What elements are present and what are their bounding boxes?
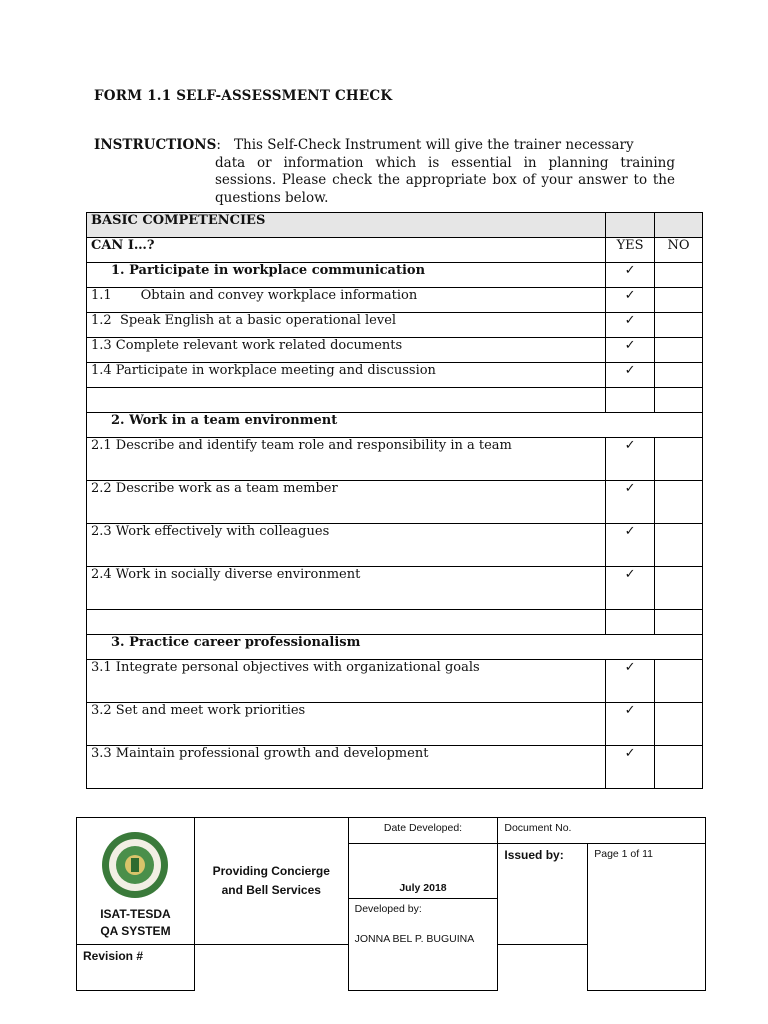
table-row <box>87 313 703 338</box>
revision-label: Revision # <box>77 945 195 991</box>
no-checkbox <box>655 438 703 481</box>
item-label: 1.4 Participate in workplace meeting and discussion <box>87 363 606 388</box>
item-label: 1.1 Obtain and convey workplace information <box>87 288 606 313</box>
no-checkbox <box>655 288 703 313</box>
school-seal-icon <box>100 830 170 900</box>
no-checkbox <box>655 263 703 288</box>
module-title-cell <box>194 818 348 945</box>
yes-check-icon: ✓ <box>606 567 655 610</box>
item-label: 3.2 Set and meet work priorities <box>87 703 606 746</box>
document-no-label: Document No. <box>498 818 706 844</box>
yes-check-icon: ✓ <box>606 338 655 363</box>
yes-check-icon: ✓ <box>606 288 655 313</box>
yes-check-icon: ✓ <box>606 313 655 338</box>
org-name: ISAT-TESDA <box>100 907 171 921</box>
yes-check-icon: ✓ <box>606 438 655 481</box>
item-label: 3.1 Integrate personal objectives with organizational goals <box>87 660 606 703</box>
no-checkbox <box>655 746 703 789</box>
table-row <box>87 703 703 746</box>
yes-check-icon: ✓ <box>606 481 655 524</box>
basic-competencies-header: BASIC COMPETENCIES <box>87 213 606 238</box>
developed-by-value: JONNA BEL P. BUGUINA <box>354 932 475 945</box>
developed-by-cell <box>348 898 498 991</box>
date-developed-value: July 2018 <box>348 844 498 899</box>
table-row <box>87 481 703 524</box>
section-title: 3. Practice career professionalism <box>87 635 703 660</box>
blank-row <box>87 388 703 413</box>
item-label: 2.3 Work effectively with colleagues <box>87 524 606 567</box>
instructions-line1: This Self-Check Instrument will give the trainer necessary <box>234 137 634 153</box>
date-developed-label: Date Developed: <box>348 818 498 844</box>
blank-row <box>87 610 703 635</box>
instructions-label: INSTRUCTIONS: <box>94 137 221 153</box>
self-check-table <box>86 212 703 789</box>
yes-header: YES <box>606 238 655 263</box>
issued-by-label: Issued by: <box>498 844 588 945</box>
table-row <box>87 438 703 481</box>
no-checkbox <box>655 660 703 703</box>
no-checkbox <box>655 338 703 363</box>
section-title: 1. Participate in workplace communication <box>87 263 606 288</box>
section-title: 2. Work in a team environment <box>87 413 703 438</box>
no-checkbox <box>655 524 703 567</box>
yes-check-icon: ✓ <box>606 703 655 746</box>
table-header-row <box>87 213 703 238</box>
table-row <box>87 524 703 567</box>
form-title: FORM 1.1 SELF-ASSESSMENT CHECK <box>94 88 393 104</box>
document-footer <box>76 817 706 991</box>
item-label: 1.2 Speak English at a basic operational level <box>87 313 606 338</box>
section-row <box>87 413 703 438</box>
no-checkbox <box>655 363 703 388</box>
yes-check-icon: ✓ <box>606 363 655 388</box>
item-label: 1.3 Complete relevant work related documents <box>87 338 606 363</box>
yes-check-icon: ✓ <box>606 524 655 567</box>
item-label: 2.1 Describe and identify team role and responsibility in a team <box>87 438 606 481</box>
developed-by-label: Developed by: <box>354 902 422 915</box>
section-row <box>87 635 703 660</box>
yes-check-icon: ✓ <box>606 660 655 703</box>
org-system: QA SYSTEM <box>100 924 171 938</box>
table-row <box>87 338 703 363</box>
table-row <box>87 567 703 610</box>
section-row <box>87 263 703 288</box>
table-row <box>87 660 703 703</box>
no-header: NO <box>655 238 703 263</box>
yes-check-icon: ✓ <box>606 263 655 288</box>
column-header-row <box>87 238 703 263</box>
no-checkbox <box>655 313 703 338</box>
item-label: 3.3 Maintain professional growth and development <box>87 746 606 789</box>
no-checkbox <box>655 703 703 746</box>
item-label: 2.4 Work in socially diverse environment <box>87 567 606 610</box>
page-number: Page 1 of 11 <box>588 844 706 991</box>
table-row <box>87 746 703 789</box>
yes-check-icon: ✓ <box>606 746 655 789</box>
module-title-line1: Providing Concierge <box>212 864 330 878</box>
table-row <box>87 288 703 313</box>
org-cell <box>77 818 195 945</box>
module-title-line2: and Bell Services <box>221 883 321 897</box>
can-i-header: CAN I…? <box>87 238 606 263</box>
no-checkbox <box>655 481 703 524</box>
item-label: 2.2 Describe work as a team member <box>87 481 606 524</box>
instructions-text: data or information which is essential in planning training sessions. Please check the appropriate box of your answer to the questions below. <box>215 154 675 206</box>
table-row <box>87 363 703 388</box>
no-checkbox <box>655 567 703 610</box>
